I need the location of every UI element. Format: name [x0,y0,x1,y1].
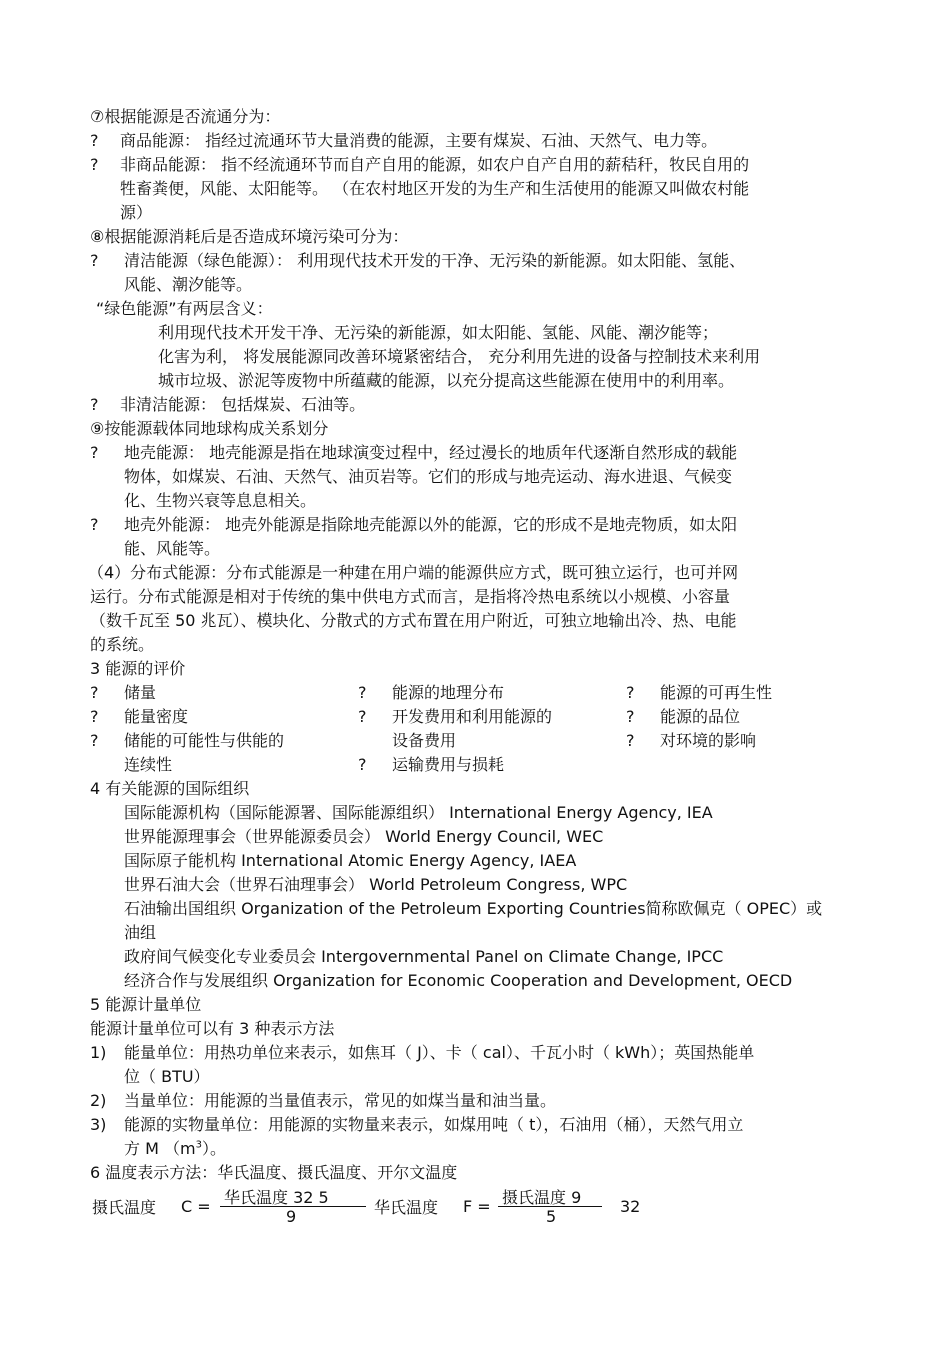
paragraph-line [90,585,870,609]
bullet-mark: ? [626,683,635,702]
list-item [90,249,870,273]
paragraph-line [90,633,870,657]
item-continuation [90,537,870,561]
unit-text-prefix: 方 M （m [124,1139,196,1158]
green-energy-line [90,345,870,369]
item-text: 物体，如煤炭、石油、天然气、油页岩等。它们的形成与地壳运动、海水进退、气候变 [124,467,733,486]
paragraph-text: （数千瓦至 50 兆瓦）、模块化、分散式的方式布置在用户附近，可独立地输出冷、热、电能 [90,611,737,630]
bullet-mark: ? [90,155,99,174]
item-text: 地壳能源： 地壳能源是指在地球演变过程中，经过漫长的地质年代逐渐自然形成的载能 [124,443,738,462]
item-continuation [90,177,870,201]
evaluation-item: 能量密度 [124,707,189,726]
item-text: 化、生物兴衰等息息相关。 [124,491,317,510]
paragraph-line [90,609,870,633]
org-text: 经济合作与发展组织 Organization for Economic Cooperation and Development, OECD [124,971,793,990]
item-text: 商品能源： 指经过流通环节大量消费的能源，主要有煤炭、石油、天然气、电力等。 [120,131,718,150]
paragraph-text: 运行。分布式能源是相对于传统的集中供电方式而言，是指将冷热电系统以小规模、小容量 [90,587,731,606]
org-text: 国际能源机构（国际能源署、国际能源组织） International Energy Agency, IEA [124,803,713,822]
section-8-title-text: ⑧根据能源消耗后是否造成环境污染可分为： [90,227,409,246]
evaluation-item: 设备费用 [392,731,457,750]
org-line [90,921,870,945]
item-text: 风能、潮汐能等。 [124,275,253,294]
evaluation-item: 储能的可能性与供能的 [124,731,285,750]
green-energy-title [90,297,870,321]
orgs-title-text: 4 有关能源的国际组织 [90,779,250,798]
orgs-title [90,777,870,801]
item-text: 能、风能等。 [124,539,221,558]
bullet-mark: ? [90,683,99,702]
org-line [90,801,870,825]
paragraph-line [88,561,870,585]
org-text: 石油输出国组织 Organization of the Petroleum Exporting Countries简称欧佩克（ OPEC）或 [124,899,823,918]
item-text: 牲畜粪便，风能、太阳能等。 （在农村地区开发的为生产和生活使用的能源又叫做农村能 [120,179,750,198]
item-text: 位（ BTU） [124,1067,210,1086]
bullet-mark: ? [358,707,367,726]
section-9-title [90,417,870,441]
formula-denominator: 9 [286,1207,297,1226]
bullet-mark: ? [358,755,367,774]
numbered-item [90,1089,870,1113]
item-continuation [90,201,870,225]
list-item [90,393,870,417]
units-intro-text: 能源计量单位可以有 3 种表示方法 [90,1019,335,1038]
bullet-mark: ? [358,683,367,702]
item-text: 清洁能源（绿色能源）： 利用现代技术开发的干净、无污染的新能源。如太阳能、氢能、 [124,251,746,270]
formula-variable: C = [181,1197,211,1216]
formula-label: 华氏温度 [374,1198,439,1217]
evaluation-title [90,657,870,681]
paragraph-text: （4）分布式能源：分布式能源是一种建在用户端的能源供应方式，既可独立运行，也可并网 [88,563,739,582]
item-number: 1) [90,1043,107,1062]
evaluation-item: 能源的可再生性 [660,683,773,702]
org-line [90,873,870,897]
section-9-title-text: ⑨按能源载体同地球构成关系划分 [90,419,329,438]
org-text: 世界石油大会（世界石油理事会） World Petroleum Congress, WPC [124,875,628,894]
green-energy-text: 利用现代技术开发干净、无污染的新能源，如太阳能、氢能、风能、潮汐能等； [158,323,719,342]
formula-label: 摄氏温度 [92,1198,157,1217]
list-item [90,513,870,537]
formula-variable: F = [463,1197,491,1216]
numbered-item [90,1041,870,1065]
org-line [90,945,870,969]
item-number: 2) [90,1091,107,1110]
item-text: 地壳外能源： 地壳外能源是指除地壳能源以外的能源，它的形成不是地壳物质，如太阳 [124,515,738,534]
org-line [90,969,870,993]
evaluation-item: 能源的品位 [660,707,741,726]
item-text: 当量单位：用能源的当量值表示，常见的如煤当量和油当量。 [124,1091,557,1110]
bullet-mark: ? [90,731,99,750]
evaluation-item: 连续性 [124,755,173,774]
evaluation-item: 能源的地理分布 [392,683,505,702]
section-8-title [90,225,870,249]
formula-denominator: 5 [546,1207,557,1226]
list-item [90,153,870,177]
document-page [90,105,870,1231]
section-7-title-text: ⑦根据能源是否流通分为： [90,107,281,126]
units-title-text: 5 能源计量单位 [90,995,202,1014]
bullet-mark: ? [90,515,99,534]
evaluation-item: 对环境的影响 [660,731,757,750]
evaluation-row [90,753,870,777]
item-number: 3) [90,1115,107,1134]
green-energy-text: 城市垃圾、淤泥等废物中所蕴藏的能源，以充分提高这些能源在使用中的利用率。 [158,371,735,390]
org-line [90,849,870,873]
superscript: 3 [195,1139,202,1151]
evaluation-item: 储量 [124,683,157,702]
item-text: 能量单位：用热功单位来表示，如焦耳（ J）、卡（ cal）、千瓦小时（ kWh）；英国热能单 [124,1043,755,1062]
item-continuation [90,489,870,513]
org-text: 国际原子能机构 International Atomic Energy Agency, IAEA [124,851,577,870]
evaluation-row [90,681,870,705]
item-continuation [90,1065,870,1089]
green-energy-title-text: “绿色能源”有两层含义： [96,299,273,318]
evaluation-item: 开发费用和利用能源的 [392,707,553,726]
units-title [90,993,870,1017]
org-text: 世界能源理事会（世界能源委员会） World Energy Council, WEC [124,827,604,846]
org-line [90,897,870,921]
temperature-title [90,1161,870,1185]
section-7-title [90,105,870,129]
item-text: 源） [120,203,153,222]
evaluation-title-text: 3 能源的评价 [90,659,186,678]
units-intro [90,1017,870,1041]
item-text: 非商品能源： 指不经流通环节而自产自用的能源，如农户自产自用的薪秸秆，牧民自用的 [120,155,750,174]
bullet-mark: ? [90,443,99,462]
list-item [90,441,870,465]
item-text: 能源的实物量单位：用能源的实物量来表示，如煤用吨（ t），石油用（桶），天然气用立 [124,1115,744,1134]
evaluation-row [90,729,870,753]
org-text: 政府间气候变化专业委员会 Intergovernmental Panel on Climate Change, IPCC [124,947,724,966]
formula-numerator: 摄氏温度 9 [502,1188,582,1207]
bullet-mark: ? [90,395,99,414]
item-text: 非清洁能源： 包括煤炭、石油等。 [120,395,366,414]
green-energy-line [90,321,870,345]
org-text: 油组 [124,923,157,942]
list-item [90,129,870,153]
item-text [124,1137,226,1161]
bullet-mark: ? [626,707,635,726]
bullet-mark: ? [626,731,635,750]
paragraph-text: 的系统。 [90,635,155,654]
temperature-formulas [90,1185,870,1231]
bullet-mark: ? [90,251,99,270]
formula-constant: 32 [620,1197,641,1216]
green-energy-text: 化害为利， 将发展能源同改善环境紧密结合， 充分利用先进的设备与控制技术来利用 [158,347,761,366]
unit-text-suffix: ）。 [201,1139,226,1158]
evaluation-row [90,705,870,729]
numbered-item [90,1113,870,1137]
temperature-title-text: 6 温度表示方法：华氏温度、摄氏温度、开尔文温度 [90,1163,458,1182]
item-continuation [90,465,870,489]
formula-numerator: 华氏温度 32 5 [224,1188,329,1207]
item-continuation [90,273,870,297]
bullet-mark: ? [90,131,99,150]
bullet-mark: ? [90,707,99,726]
evaluation-item: 运输费用与损耗 [392,755,505,774]
org-line [90,825,870,849]
item-continuation [90,1137,870,1161]
green-energy-line [90,369,870,393]
